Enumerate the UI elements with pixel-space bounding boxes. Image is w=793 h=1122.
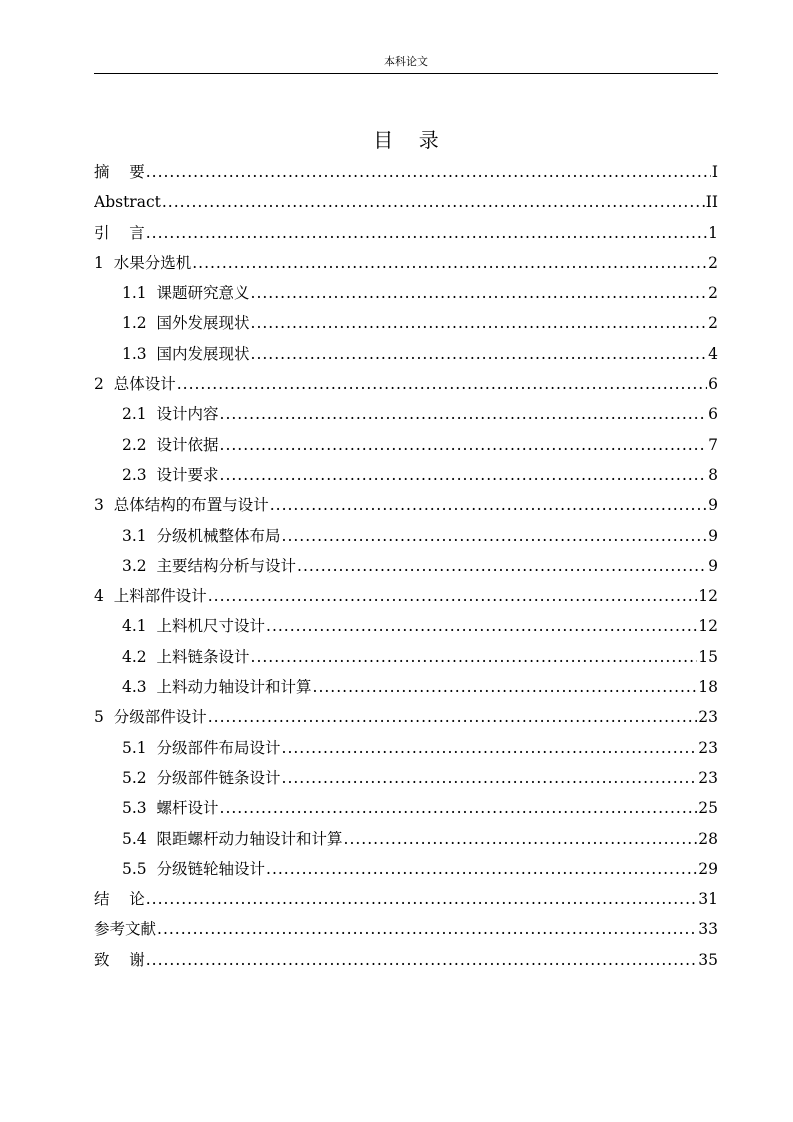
toc-entry-page: 9 [708,526,718,545]
toc-subentry[interactable] [94,430,718,460]
toc-dot-leader [251,278,708,308]
toc-dot-leader [220,793,698,823]
toc-entry[interactable] [94,187,718,217]
toc-entry-page: 6 [708,375,718,394]
toc-dot-leader [220,460,708,490]
toc-entry-page: 2 [708,253,718,272]
table-of-contents [94,157,718,975]
toc-entry[interactable] [94,157,718,187]
toc-entry-label: 2 总体设计 [94,375,176,394]
toc-dot-leader [251,308,708,338]
toc-dot-leader [177,369,707,399]
toc-subentry[interactable] [94,611,718,641]
toc-dot-leader [146,218,707,248]
toc-dot-leader [282,521,708,551]
toc-entry-label: 引 言 [94,223,145,242]
toc-dot-leader [313,672,698,702]
toc-entry[interactable] [94,702,718,732]
toc-entry-page: 8 [708,465,718,484]
toc-entry[interactable] [94,581,718,611]
toc-subentry[interactable] [94,793,718,823]
toc-entry-page: 23 [698,738,718,757]
page-header: 本科论文 [384,55,428,68]
toc-entry-label: 参考文献 [94,920,157,939]
toc-entry-label: 1.2 国外发展现状 [122,314,250,333]
toc-entry-label: 5.1 分级部件布局设计 [122,738,281,757]
toc-entry-label: 2.2 设计依据 [122,435,219,454]
toc-entry-label: 3.2 主要结构分析与设计 [122,556,297,575]
toc-dot-leader [208,702,698,732]
toc-subentry[interactable] [94,642,718,672]
toc-entry-label: 3.1 分级机械整体布局 [122,526,281,545]
toc-entry[interactable] [94,369,718,399]
toc-entry-label: 摘 要 [94,163,145,181]
toc-dot-leader [251,339,708,369]
toc-entry-label: 致 谢 [94,950,145,969]
toc-entry-page: 25 [698,799,718,818]
toc-dot-leader [146,157,711,187]
toc-dot-leader [344,824,698,854]
toc-entry-page: 15 [698,647,718,666]
toc-dot-leader [297,551,707,581]
toc-entry-label: 5.3 螺杆设计 [122,799,219,818]
toc-subentry[interactable] [94,399,718,429]
toc-dot-leader [162,187,705,217]
toc-entry-page: 2 [708,314,718,333]
toc-entry-label: Abstract [94,193,161,212]
toc-entry-page: 29 [698,859,718,878]
toc-entry-label: 4.2 上料链条设计 [122,647,250,666]
toc-entry-page: 9 [708,496,718,515]
toc-subentry[interactable] [94,460,718,490]
toc-dot-leader [146,884,698,914]
toc-entry-page: 2 [708,284,718,303]
toc-title: 目 录 [373,128,439,152]
toc-entry-page: 31 [698,890,718,909]
toc-entry-page: 1 [708,223,718,242]
toc-dot-leader [192,248,707,278]
toc-dot-leader [251,642,698,672]
toc-entry-page: I [711,163,718,181]
toc-entry-label: 5.4 限距螺杆动力轴设计和计算 [122,829,343,848]
toc-entry-page: 28 [698,829,718,848]
toc-dot-leader [266,854,697,884]
toc-entry-page: 12 [698,617,718,636]
toc-entry-page: 23 [698,768,718,787]
toc-entry-label: 1 水果分选机 [94,253,192,272]
toc-entry-label: 1.3 国内发展现状 [122,344,250,363]
toc-subentry[interactable] [94,278,718,308]
toc-dot-leader [282,763,698,793]
header-divider [94,73,718,74]
toc-entry-page: 12 [698,587,718,606]
toc-entry-label: 5.5 分级链轮轴设计 [122,859,266,878]
toc-dot-leader [266,611,697,641]
toc-entry[interactable] [94,218,718,248]
toc-entry-label: 4 上料部件设计 [94,587,207,606]
toc-dot-leader [146,945,698,975]
toc-entry-page: 35 [698,950,718,969]
toc-dot-leader [270,490,707,520]
toc-entry-page: 18 [698,678,718,697]
toc-entry[interactable] [94,914,718,944]
toc-dot-leader [157,914,697,944]
toc-entry-label: 2.1 设计内容 [122,405,219,424]
toc-entry-page: 9 [708,556,718,575]
toc-entry-page: 4 [708,344,718,363]
toc-entry-label: 5 分级部件设计 [94,708,207,727]
toc-subentry[interactable] [94,521,718,551]
toc-subentry[interactable] [94,672,718,702]
toc-subentry[interactable] [94,733,718,763]
toc-entry-page: II [705,193,718,212]
toc-entry-label: 1.1 课题研究意义 [122,284,250,303]
toc-subentry[interactable] [94,339,718,369]
toc-entry[interactable] [94,884,718,914]
toc-entry-page: 7 [708,435,718,454]
toc-subentry[interactable] [94,854,718,884]
toc-dot-leader [220,399,708,429]
toc-entry-label: 2.3 设计要求 [122,465,219,484]
toc-entry[interactable] [94,945,718,975]
toc-entry-page: 33 [698,920,718,939]
toc-entry-label: 4.1 上料机尺寸设计 [122,617,266,636]
toc-entry-label: 结 论 [94,890,145,909]
toc-entry-page: 6 [708,405,718,424]
toc-entry-label: 4.3 上料动力轴设计和计算 [122,678,312,697]
toc-entry-label: 3 总体结构的布置与设计 [94,496,269,515]
toc-entry[interactable] [94,248,718,278]
toc-subentry[interactable] [94,824,718,854]
toc-dot-leader [282,733,698,763]
toc-dot-leader [220,430,708,460]
toc-subentry[interactable] [94,763,718,793]
toc-dot-leader [208,581,698,611]
toc-entry-page: 23 [698,708,718,727]
toc-subentry[interactable] [94,308,718,338]
toc-entry[interactable] [94,490,718,520]
toc-entry-label: 5.2 分级部件链条设计 [122,768,281,787]
toc-subentry[interactable] [94,551,718,581]
